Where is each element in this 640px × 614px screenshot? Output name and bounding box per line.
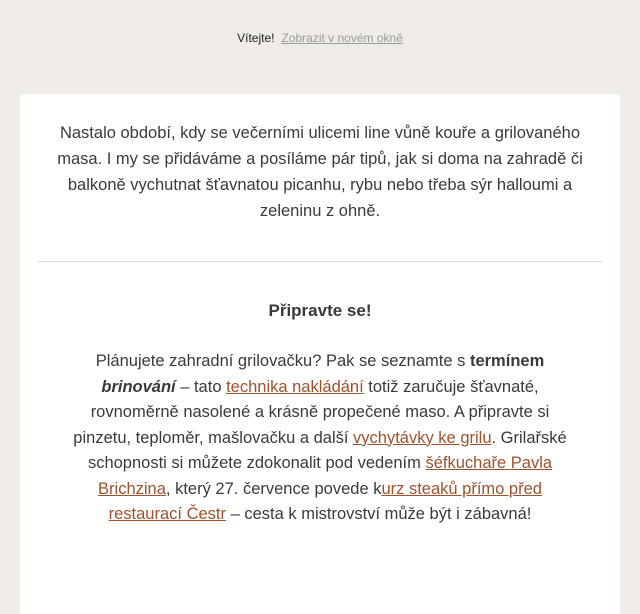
grill-gadgets-link[interactable]: vychytávky ke grilu [353,428,492,447]
welcome-text: Vítejte! [237,31,275,45]
chef-link[interactable]: šéfkuchaře Pavla Brichzina [98,454,553,498]
body-text-3: totiž zaručuje šťavnaté, rovnoměrně nasolené a krásně propečené maso. A připravte si pinzetu, teploměr, mašlovačku a další [73,377,550,447]
section-divider [38,261,602,262]
body-text-4: . Grilařské schopnosti si můžete zdokonalit pod vedením [87,428,567,472]
body-text-5: , který 27. července povede k [165,479,382,498]
term-emphasis: brinování [101,377,176,396]
body-text-1: Plánujete zahradní grilovačku? Pak se seznamte s [95,352,470,370]
section-heading: Připravte se! [268,301,372,320]
technique-link[interactable]: technika nakládání [226,377,364,396]
preheader [0,0,640,94]
body-text-6: – cesta k mistrovství může být i zábavná! [226,505,532,523]
body-text-2: – tato [175,377,227,396]
email-content-card [20,94,620,614]
steak-course-link[interactable]: urz steaků přímo před restaurací Čestr [108,479,542,523]
view-in-browser-link[interactable]: Zobrazit v novém okně [281,31,403,45]
section-body [60,349,580,528]
term-strong: termínem [469,352,545,370]
intro-paragraph: Nastalo období, kdy se večerními ulicemi line vůně kouře a grilovaného masa. I my se přidáváme a posíláme pár tipů, jak si doma na zahradě či balkoně vychutnat šťavnatou picanhu, rybu nebo třeba sýr halloumi a zeleninu z ohně. [57,124,583,220]
